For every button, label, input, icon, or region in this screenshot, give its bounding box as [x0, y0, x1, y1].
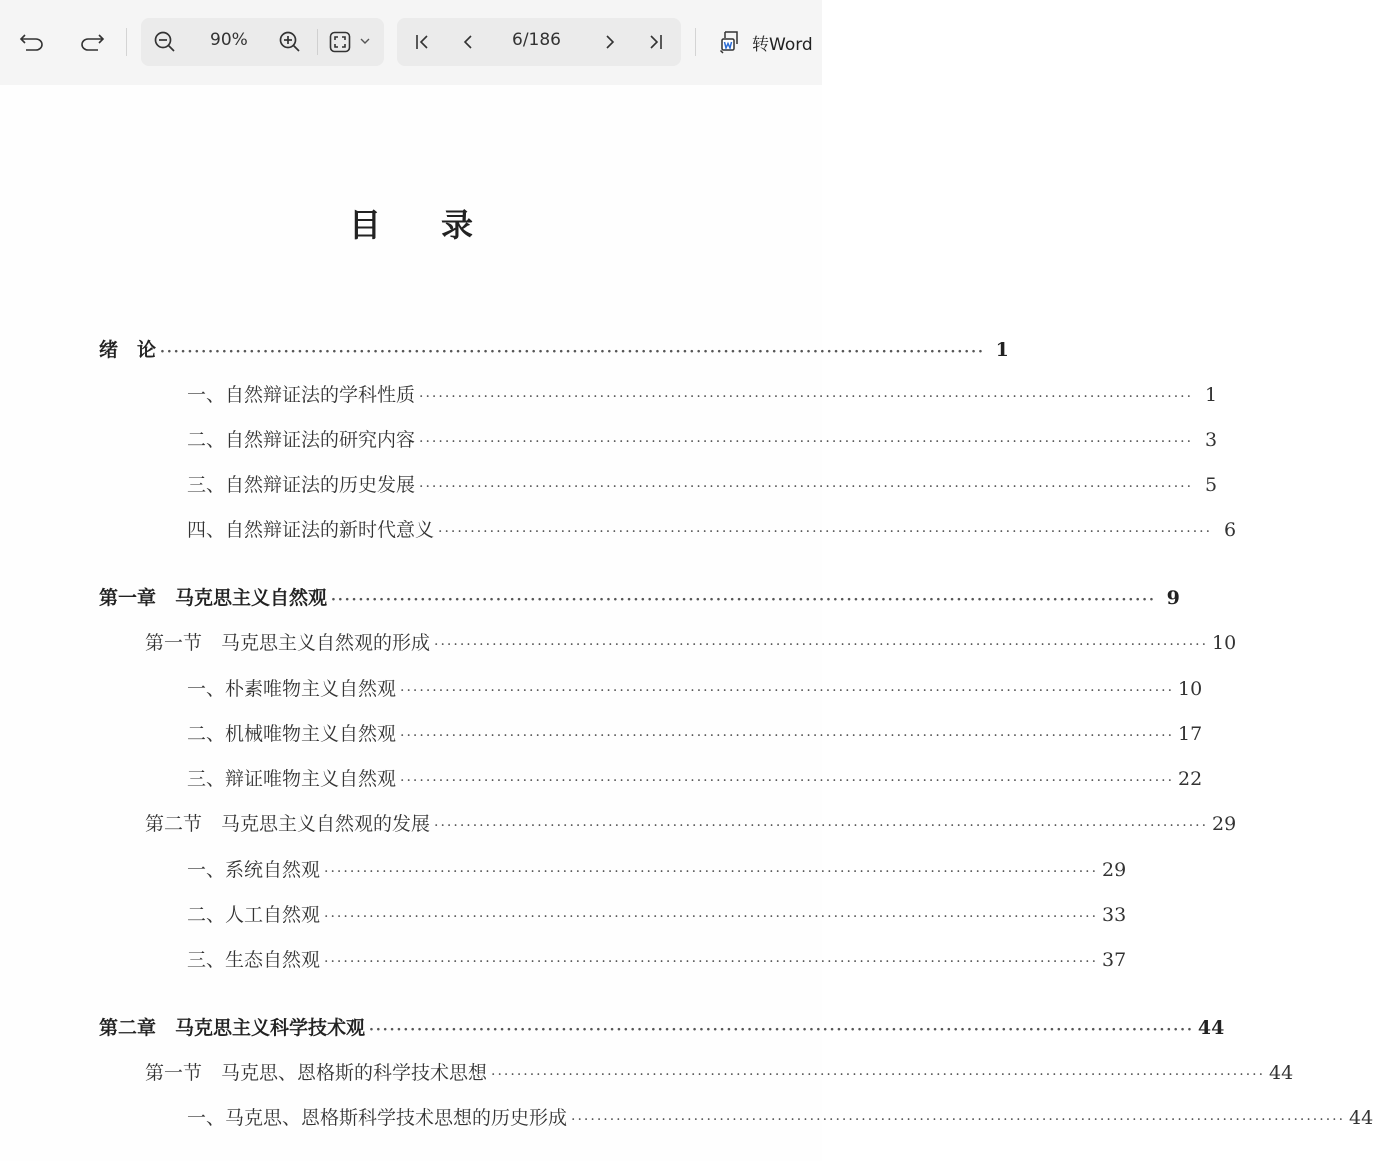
- toc-entry-section[interactable]: 第一节 马克思、恩格斯的科学技术思想 ························································································································ 44: [145, 1062, 1294, 1084]
- page-number: 1: [995, 339, 1009, 361]
- page-number: 33: [1102, 904, 1127, 926]
- last-page-icon: [646, 33, 664, 51]
- first-page-icon: [414, 33, 432, 51]
- leader-dots: ························································································································: [331, 592, 1156, 608]
- zoom-in-button[interactable]: [277, 30, 303, 54]
- toc-entry[interactable]: 三、自然辩证法的历史发展 ························································································································ 5: [187, 474, 1218, 496]
- word-doc-icon: [719, 30, 743, 54]
- leader-dots: ························································································································: [400, 728, 1175, 744]
- toolbar: [0, 0, 822, 86]
- chevron-down-icon: [360, 38, 370, 45]
- document-page: [0, 85, 1373, 1161]
- leader-dots: ························································································································: [419, 389, 1194, 405]
- toc-entry[interactable]: 一、马克思、恩格斯科学技术思想的历史形成 ························································································································ 44: [187, 1107, 1373, 1129]
- page-number: 44: [1269, 1062, 1294, 1084]
- leader-dots: ························································································································: [400, 683, 1175, 699]
- toc-entry-preface[interactable]: 绪 论 ························································································································ 1: [99, 339, 1009, 361]
- page-number: 6: [1223, 519, 1237, 541]
- last-page-button[interactable]: [644, 31, 666, 53]
- page-number: 10: [1212, 632, 1237, 654]
- leader-dots: ························································································································: [324, 909, 1099, 925]
- toc-entry-section[interactable]: 第一节 马克思主义自然观的形成 ························································································································ 10: [145, 632, 1237, 654]
- page-number: 10: [1178, 678, 1203, 700]
- page-number: 1: [1204, 384, 1218, 406]
- page-number: 22: [1178, 768, 1203, 790]
- leader-dots: ························································································································: [324, 864, 1099, 880]
- leader-dots: ························································································································: [324, 954, 1099, 970]
- title-char-1: 目: [348, 206, 381, 244]
- leader-dots: ························································································································: [419, 434, 1194, 450]
- page-number: 44: [1349, 1107, 1373, 1129]
- prev-page-icon: [459, 33, 477, 51]
- separator: [317, 29, 318, 55]
- toc-entry[interactable]: 一、自然辩证法的学科性质 ························································································································ 1: [187, 384, 1218, 406]
- toc-entry[interactable]: 二、机械唯物主义自然观 ························································································································ 17: [187, 723, 1203, 745]
- zoom-in-icon: [279, 31, 301, 53]
- prev-page-button[interactable]: [457, 31, 479, 53]
- page-number: 3: [1204, 429, 1218, 451]
- page-number: 5: [1204, 474, 1218, 496]
- zoom-level[interactable]: 90%: [210, 30, 248, 50]
- toc-entry-chapter-2[interactable]: 第二章 马克思主义科学技术观 ························································································································ 44: [99, 1017, 1225, 1039]
- toc-entry[interactable]: 三、生态自然观 ························································································································ 37: [187, 949, 1127, 971]
- page-number: 44: [1197, 1017, 1225, 1039]
- page-number: 37: [1102, 949, 1127, 971]
- toc-entry[interactable]: 三、辩证唯物主义自然观 ························································································································ 22: [187, 768, 1203, 790]
- toc-entry[interactable]: 二、自然辩证法的研究内容 ························································································································ 3: [187, 429, 1218, 451]
- undo-icon: [20, 33, 44, 51]
- zoom-out-button[interactable]: [152, 30, 178, 54]
- toc-entry[interactable]: 四、自然辩证法的新时代意义 ························································································································ 6: [187, 519, 1237, 541]
- leader-dots: ························································································································: [369, 1022, 1194, 1038]
- leader-dots: ························································································································: [400, 773, 1175, 789]
- separator: [126, 28, 127, 56]
- page-number: 17: [1178, 723, 1203, 745]
- leader-dots: ························································································································: [419, 479, 1194, 495]
- redo-button[interactable]: [78, 30, 106, 54]
- page-indicator[interactable]: 6/186: [512, 30, 561, 50]
- fit-page-icon: [329, 31, 351, 53]
- toc-entry-chapter-1[interactable]: 第一章 马克思主义自然观 ························································································································ 9: [99, 587, 1180, 609]
- next-page-button[interactable]: [599, 31, 621, 53]
- leader-dots: ························································································································: [438, 524, 1213, 540]
- first-page-button[interactable]: [412, 31, 434, 53]
- leader-dots: ························································································································: [571, 1112, 1346, 1128]
- leader-dots: ························································································································: [434, 637, 1209, 653]
- separator: [695, 28, 696, 56]
- leader-dots: ························································································································: [491, 1067, 1266, 1083]
- page-number: 9: [1166, 587, 1180, 609]
- fit-page-button[interactable]: [327, 30, 353, 54]
- toc-entry[interactable]: 二、人工自然观 ························································································································ 33: [187, 904, 1127, 926]
- fit-mode-dropdown[interactable]: [358, 34, 372, 48]
- page-title: [0, 200, 822, 246]
- convert-to-word-label[interactable]: 转Word: [752, 35, 813, 55]
- undo-button[interactable]: [18, 30, 46, 54]
- next-page-icon: [601, 33, 619, 51]
- page-number: 29: [1212, 813, 1237, 835]
- zoom-out-icon: [154, 31, 176, 53]
- convert-to-word-button[interactable]: [717, 29, 745, 55]
- redo-icon: [80, 33, 104, 51]
- leader-dots: ························································································································: [434, 818, 1209, 834]
- title-char-2: 录: [441, 206, 474, 244]
- leader-dots: ························································································································: [160, 344, 985, 360]
- toc-entry-section[interactable]: 第二节 马克思主义自然观的发展 ························································································································ 29: [145, 813, 1237, 835]
- page-number: 29: [1102, 859, 1127, 881]
- toc-entry[interactable]: 一、系统自然观 ························································································································ 29: [187, 859, 1127, 881]
- toc-entry[interactable]: 一、朴素唯物主义自然观 ························································································································ 10: [187, 678, 1203, 700]
